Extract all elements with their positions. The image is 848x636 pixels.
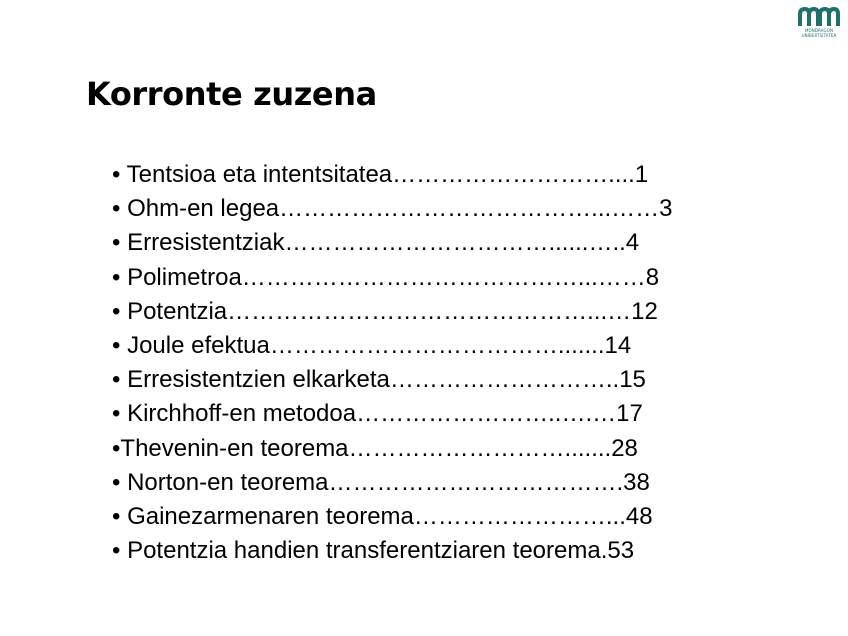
table-of-contents: [112, 158, 673, 568]
toc-entry: • Gainezarmenaren teorema……………………...48: [112, 502, 653, 530]
mondragon-logo-icon: [796, 6, 842, 28]
toc-entry: • Erresistentziak……………………………......…..4: [112, 229, 640, 257]
university-logo: [796, 6, 842, 42]
toc-entry: • Potentzia………………………………………...…12: [112, 297, 658, 325]
toc-entry: • Ohm-en legea…………………………………...……3: [112, 195, 673, 223]
toc-entry: • Polimetroa……………………………………...……8: [112, 263, 660, 291]
toc-entry: • Joule efektua……………………………….......14: [112, 331, 632, 359]
toc-entry: • Tentsioa eta intentsitatea………………………....1: [112, 161, 649, 188]
toc-entry: • Norton-en teorema……………………………….38: [112, 468, 650, 496]
toc-entry: •Thevenin-en teorema……………………….......28: [112, 434, 638, 462]
toc-entry: • Kirchhoff-en metodoa……………………..….…17: [112, 400, 643, 428]
slide-title: Korronte zuzena: [86, 75, 377, 113]
logo-line-1: MONDRAGON: [804, 28, 834, 33]
logo-line-2: UNIBERTSITATEA: [801, 33, 837, 38]
toc-entry: • Erresistentzien elkarketa………………………..15: [112, 366, 646, 394]
toc-entry: • Potentzia handien transferentziaren teorema.53: [112, 537, 635, 565]
